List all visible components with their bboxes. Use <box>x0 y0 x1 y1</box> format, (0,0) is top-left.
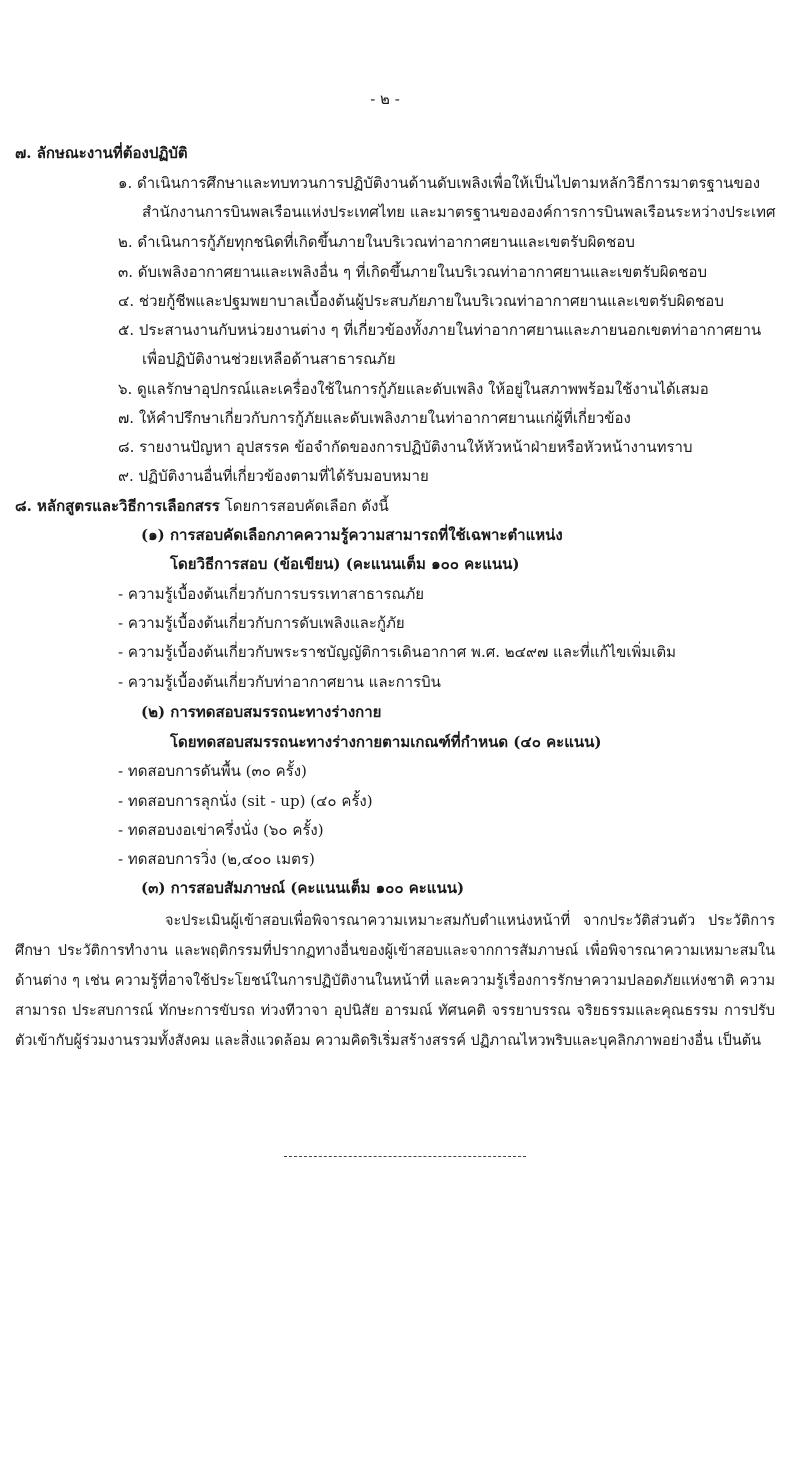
list-item: - ทดสอบงอเข่าครึ่งนั่ง (๖๐ ครั้ง) <box>118 821 324 839</box>
interview-paragraph-text: จะประเมินผู้เข้าสอบเพื่อพิจารณาความเหมาะสมกับตำแหน่งหน้าที่ จากประวัติส่วนตัว ประวัติการศึกษา ประวัติการทำงาน และพฤติกรรมที่ปรากฏทางอื่นของผู้เข้าสอบและจากการสัมภาษณ์ เพื่อพิจารณาความเหมาะสมในด้านต่าง ๆ เช่น ความรู้ที่อาจใช้ประโยชน์ในการปฏิบัติงานในหน้าที่ และความรู้เรื่องการรักษาความปลอดภัยแห่งชาติ ความสามารถ ประสบการณ์ ทักษะการขับรถ ท่วงทีวาจา อุปนิสัย อารมณ์ ทัศนคติ จรรยาบรรณ จริยธรรมและคุณธรรม การปรับตัวเข้ากับผู้ร่วมงานรวมทั้งสังคม และสิ่งแวดล้อม ความคิดริเริ่มสร้างสรรค์ ปฏิภาณไหวพริบและบุคลิกภาพอย่างอื่น เป็นต้น <box>15 913 775 1049</box>
list-item: - ความรู้เบื้องต้นเกี่ยวกับการบรรเทาสาธารณภัย <box>118 585 425 603</box>
list-item: - ความรู้เบื้องต้นเกี่ยวกับท่าอากาศยาน และการบิน <box>118 673 441 691</box>
list-item: ๘. รายงานปัญหา อุปสรรค ข้อจำกัดของการปฏิบัติงานให้หัวหน้าฝ่ายหรือหัวหน้างานทราบ <box>118 438 693 456</box>
list-item: - ทดสอบการลุกนั่ง (sit - up) (๔๐ ครั้ง) <box>118 792 373 810</box>
list-item: - ทดสอบการดันพื้น (๓๐ ครั้ง) <box>118 762 307 780</box>
list-item: - ความรู้เบื้องต้นเกี่ยวกับพระราชบัญญัติการเดินอากาศ พ.ศ. ๒๔๙๗ และที่แก้ไขเพิ่มเติม <box>118 643 677 661</box>
list-item: ๑. ดำเนินการศึกษาและทบทวนการปฏิบัติงานด้านดับเพลิงเพื่อให้เป็นไปตามหลักวิธีการมาตรฐานของ <box>118 174 761 192</box>
section7-title: ๗. ลักษณะงานที่ต้องปฏิบัติ <box>15 144 188 162</box>
list-item: - ความรู้เบื้องต้นเกี่ยวกับการดับเพลิงและกู้ภัย <box>118 614 405 632</box>
list-item: ๗. ให้คำปรึกษาเกี่ยวกับการกู้ภัยและดับเพลิงภายในท่าอากาศยานแก่ผู้ที่เกี่ยวข้อง <box>118 409 631 427</box>
part1-subtitle: โดยวิธีการสอบ (ข้อเขียน) (คะแนนเต็ม ๑๐๐ คะแนน) <box>170 555 520 573</box>
list-item: ๒. ดำเนินการกู้ภัยทุกชนิดที่เกิดขึ้นภายในบริเวณท่าอากาศยานและเขตรับผิดชอบ <box>118 233 635 251</box>
section8-title-rest: โดยการสอบคัดเลือก ดังนี้ <box>219 497 389 515</box>
end-separator <box>284 1156 526 1157</box>
list-item: เพื่อปฏิบัติงานช่วยเหลือด้านสาธารณภัย <box>142 350 396 368</box>
part1-title: (๑) การสอบคัดเลือกภาคความรู้ความสามารถที่ใช้เฉพาะตำแหน่ง <box>141 526 563 544</box>
part3-title: (๓) การสอบสัมภาษณ์ (คะแนนเต็ม ๑๐๐ คะแนน) <box>141 879 465 897</box>
interview-paragraph <box>15 906 775 1056</box>
part2-subtitle: โดยทดสอบสมรรถนะทางร่างกายตามเกณฑ์ที่กำหนด (๔๐ คะแนน) <box>170 733 602 751</box>
list-item: - ทดสอบการวิ่ง (๒,๔๐๐ เมตร) <box>118 850 315 868</box>
list-item: ๙. ปฏิบัติงานอื่นที่เกี่ยวข้องตามที่ได้รับมอบหมาย <box>118 467 429 485</box>
part2-title: (๒) การทดสอบสมรรถนะทางร่างกาย <box>141 703 382 721</box>
page-number: - ๒ - <box>370 90 400 108</box>
section8-title <box>15 495 389 517</box>
list-item: สำนักงานการบินพลเรือนแห่งประเทศไทย และมาตรฐานขององค์การการบินพลเรือนระหว่างประเทศ <box>142 203 776 221</box>
section8-title-bold: ๘. หลักสูตรและวิธีการเลือกสรร <box>15 497 220 515</box>
list-item: ๔. ช่วยกู้ชีพและปฐมพยาบาลเบื้องต้นผู้ประสบภัยภายในบริเวณท่าอากาศยานและเขตรับผิดชอบ <box>118 292 724 310</box>
list-item: ๓. ดับเพลิงอากาศยานและเพลิงอื่น ๆ ที่เกิดขึ้นภายในบริเวณท่าอากาศยานและเขตรับผิดชอบ <box>118 263 707 281</box>
list-item: ๕. ประสานงานกับหน่วยงานต่าง ๆ ที่เกี่ยวข้องทั้งภายในท่าอากาศยานและภายนอกเขตท่าอากาศยาน <box>118 321 762 339</box>
list-item: ๖. ดูแลรักษาอุปกรณ์และเครื่องใช้ในการกู้ภัยและดับเพลิง ให้อยู่ในสภาพพร้อมใช้งานได้เสมอ <box>118 380 709 398</box>
